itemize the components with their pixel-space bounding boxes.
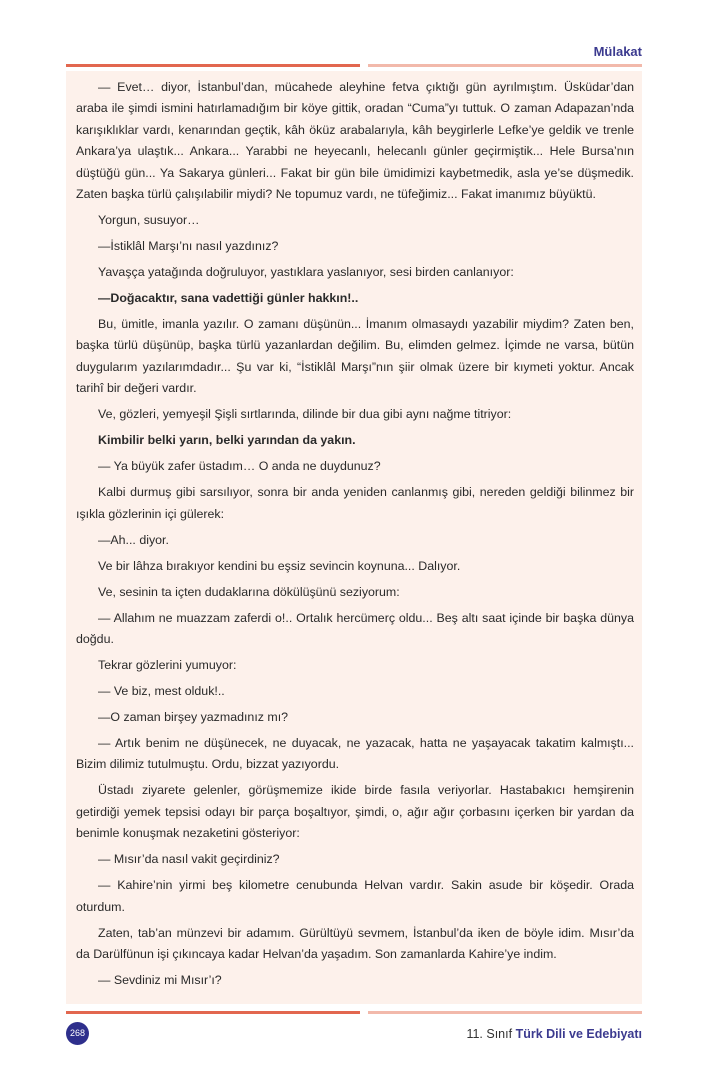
footer	[66, 1022, 642, 1045]
paragraph: —İstiklâl Marşı’nı nasıl yazdınız?	[98, 239, 279, 254]
paragraph: — Ya büyük zafer üstadım… O anda ne duydunuz?	[98, 459, 381, 474]
header-rule-light	[368, 64, 642, 67]
paragraph: Üstadı ziyarete gelenler, görüşmemize ikide birde fasıla veriyorlar. Hastabakıcı hemşirenin getirdiği yemek tepsisi odayı bir parça boşaltıyor, şimdi, o, ağır ağır çorbasını içerken bir yardan da benimle konuşmak nezaketini gösteriyor:	[76, 783, 634, 841]
paragraph: Tekrar gözlerini yumuyor:	[98, 658, 237, 673]
paragraph: — Sevdiniz mi Mısır’ı?	[98, 973, 222, 988]
paragraph: — Allahım ne muazzam zaferdi o!.. Ortalık hercümerç oldu... Beş altı saat içinde bir başka dünya doğdu.	[76, 610, 634, 647]
quote-line: —Doğacaktır, sana vadettiği günler hakkın!..	[98, 291, 359, 306]
paragraph: Yorgun, susuyor…	[98, 213, 200, 228]
header-rule-accent	[66, 64, 360, 67]
footer-rule-light	[368, 1011, 642, 1014]
footer-rules	[66, 1011, 642, 1014]
paragraph: — Ve biz, mest olduk!..	[98, 684, 225, 699]
paragraph: Ve bir lâhza bırakıyor kendini bu eşsiz sevincin koynuna... Dalıyor.	[98, 558, 461, 573]
page-number: 268	[66, 1022, 89, 1045]
header-rules	[66, 64, 642, 67]
paragraph: Ve, sesinin ta içten dudaklarına dökülüşünü seziyorum:	[98, 584, 400, 599]
paragraph: Zaten, tab’an münzevi bir adamım. Gürültüyü sevmem, İstanbul’da iken de böyle idim. Mısır’da da Darülfünun işi çıkıncaya kadar Helvan’da yaşadım. Son zamanlarda Kahire’ye indim.	[76, 925, 634, 962]
paragraph: Ve, gözleri, yemyeşil Şişli sırtlarında, dilinde bir dua gibi aynı nağme titriyor:	[98, 407, 512, 422]
paragraph: —Ah... diyor.	[98, 532, 169, 547]
paragraph: Yavaşça yatağında doğruluyor, yastıklara yaslanıyor, sesi birden canlanıyor:	[98, 265, 514, 280]
footer-rule-accent	[66, 1011, 360, 1014]
interview-text-box	[66, 71, 642, 1004]
book-title: Türk Dili ve Edebiyatı	[515, 1026, 642, 1041]
paragraph: —O zaman birşey yazmadınız mı?	[98, 710, 289, 725]
footer-book-title	[466, 1026, 642, 1042]
paragraph: — Kahire’nin yirmi beş kilometre cenubunda Helvan vardır. Sakin asude bir köşedir. Orada oturdum.	[76, 878, 634, 914]
section-title: Mülakat	[593, 44, 642, 59]
grade-label: 11. Sınıf	[466, 1026, 513, 1041]
paragraph: — Artık benim ne düşünecek, ne duyacak, ne yazacak, hatta ne yaşayacak takatim kalmıştı... Bizim dilimiz tutulmuştu. Ordu, bizzat yazıyordu.	[76, 736, 634, 772]
paragraph: — Mısır’da nasıl vakit geçirdiniz?	[98, 852, 280, 867]
paragraph: — Evet… diyor, İstanbul’dan, mücahede aleyhine fetva çıktığı gün ayrılmıştım. Üsküdar’dan araba ile şimdi ismini hatırlamadığım bir köye gittik, oradan “Cuma”yı tuttuk. O zaman Adapazan’nda karışıklıklar vardı, kenarından geçtik, kâh öküz arabalarıyla, kâh beygirlerle Lefke’ye geldik ve trenle Ankara’ya ulaştık... Ankara... Yarabbi ne heyecanlı, helecanlı günler geçirmiştik... Hele Bursa’nın düştüğü gün... Ya Sakarya günleri... Fakat bir gün bile ümidimizi kaybetmedik, asla ye’se düşmedik. Zaten başka türlü çalışılabilir miydi? Ne topumuz vardı, ne tüfeğimiz... Fakat imanımız büyüktü.	[76, 80, 634, 202]
paragraph: Kalbi durmuş gibi sarsılıyor, sonra bir anda yeniden canlanmış gibi, nereden geldiği bilinmez bir ışıkla gözlerinin içi gülerek:	[76, 485, 634, 521]
paragraph: Bu, ümitle, imanla yazılır. O zamanı düşünün... İmanım olmasaydı yazabilir miydim? Zaten ben, başka türlü düşünüp, başka türlü yazanlardan değilim. Bu, elimden gelmez. İçimde ne varsa, bütün duygularım yazılarımdadır... Şu var ki, “İstiklâl Marşı”nın şiir olmak üzere bir kıymeti yoktur. Ancak tarihî bir değeri vardır.	[76, 317, 634, 396]
quote-line: Kimbilir belki yarın, belki yarından da yakın.	[98, 433, 356, 448]
